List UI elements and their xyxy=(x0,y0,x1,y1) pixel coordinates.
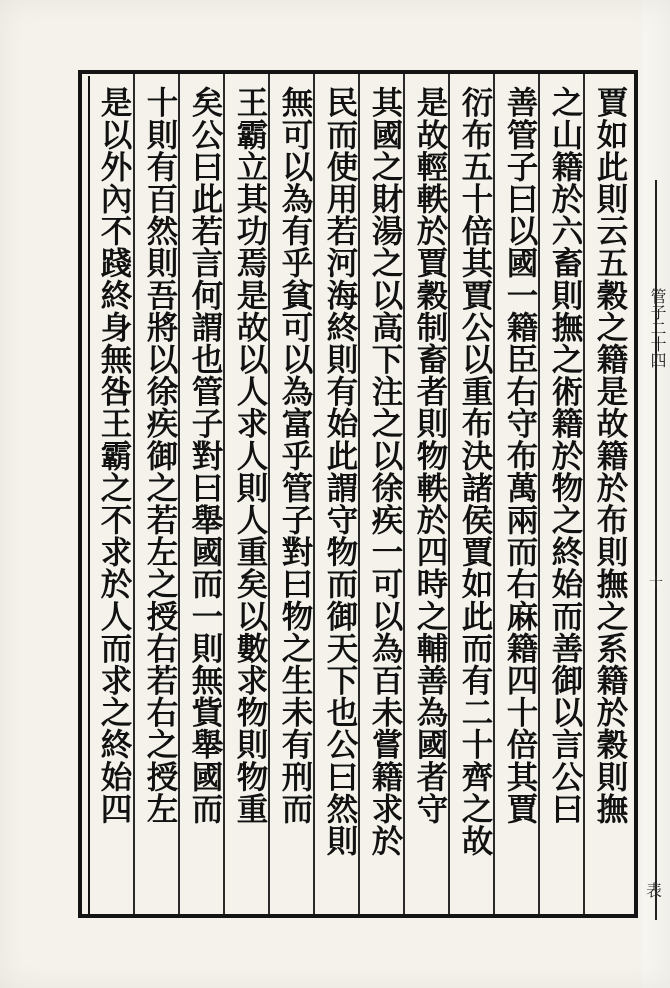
text-column-7: 民而使用若河海終則有始此謂守物而御天下也公曰然則 xyxy=(322,86,359,857)
text-column-2: 之山籍於六畜則撫之術籍於物之終始而善御以言公曰 xyxy=(547,86,584,825)
text-column-3: 善管子曰以國一籍臣右守布萬兩而右麻籍四十倍其賈 xyxy=(502,86,539,825)
text-column-8: 無可以為有乎貧可以為富乎管子對曰物之生未有刑而 xyxy=(277,86,314,825)
margin-page-mark: 十 xyxy=(647,575,663,589)
text-column-4: 衍布五十倍其賈公以重布決諸侯賈如此而有二十齊之故 xyxy=(457,86,494,857)
margin-book-title: 管子二十四 xyxy=(648,288,667,368)
text-column-10: 矣公曰此若言何謂也管子對曰舉國而一則無貲舉國而 xyxy=(187,86,224,825)
margin-bottom-mark: 表 xyxy=(646,881,663,900)
text-column-11: 十則有百然則吾將以徐疾御之若左之授右若右之授左 xyxy=(142,86,179,825)
text-column-9: 王霸立其功焉是故以人求人則人重矣以數求物則物重 xyxy=(232,86,269,825)
text-column-6: 其國之財湯之以高下注之以徐疾一可以為百未嘗籍求於 xyxy=(367,86,404,857)
text-column-1: 賈如此則云五穀之籍是故籍於布則撫之系籍於穀則撫 xyxy=(592,86,629,825)
text-column-12: 是以外內不踐終身無咎王霸之不求於人而求之終始四 xyxy=(96,86,133,825)
text-column-5: 是故輕軼於賈穀制畜者則物軼於四時之輔善為國者守 xyxy=(412,86,449,825)
